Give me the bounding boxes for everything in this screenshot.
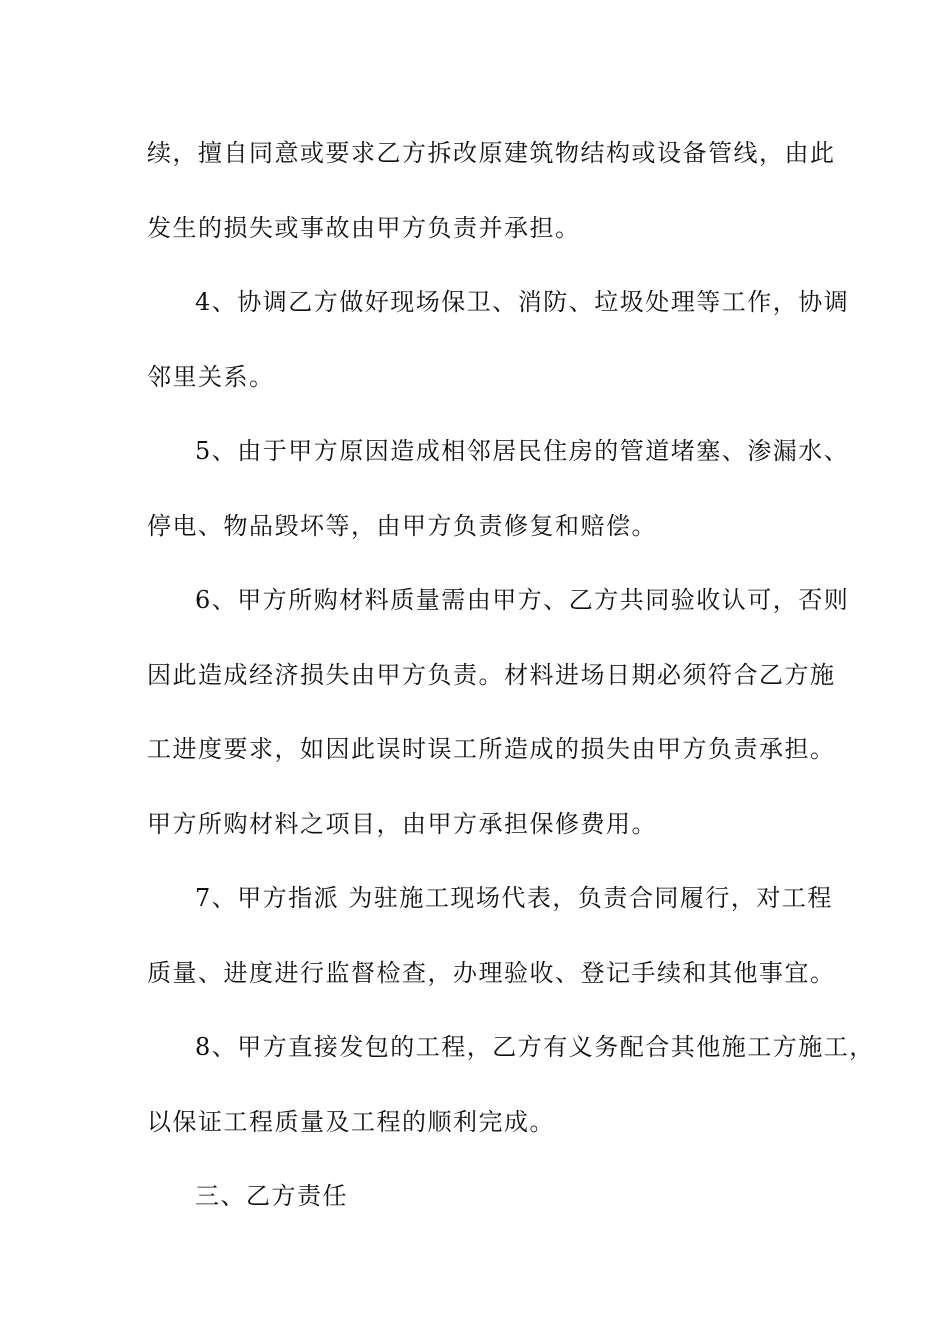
text-line: 甲方所购材料之项目，由甲方承担保修费用。 <box>147 810 657 838</box>
text-line: 发生的损失或事故由甲方负责并承担。 <box>147 214 581 242</box>
text-line: 质量、进度进行监督检查，办理验收、登记手续和其他事宜。 <box>147 959 836 987</box>
paragraph-5-start: 5、由于甲方原因造成相邻居民住房的管道堵塞、渗漏水、 <box>195 437 850 465</box>
paragraph-7-start: 7、甲方指派 为驻施工现场代表，负责合同履行，对工程 <box>195 884 833 912</box>
paragraph-6-start: 6、甲方所购材料质量需由甲方、乙方共同验收认可，否则 <box>195 586 850 614</box>
section-heading: 三、乙方责任 <box>195 1182 348 1210</box>
text-line: 工进度要求，如因此误时误工所造成的损失由甲方负责承担。 <box>147 735 836 763</box>
text-line: 续，擅自同意或要求乙方拆改原建筑物结构或设备管线，由此 <box>147 139 836 167</box>
text-line: 因此造成经济损失由甲方负责。材料进场日期必须符合乙方施 <box>147 661 836 689</box>
paragraph-4-start: 4、协调乙方做好现场保卫、消防、垃圾处理等工作，协调 <box>195 288 850 316</box>
paragraph-8-start: 8、甲方直接发包的工程，乙方有义务配合其他施工方施工， <box>195 1033 875 1061</box>
text-line: 以保证工程质量及工程的顺利完成。 <box>147 1108 555 1136</box>
text-line: 停电、物品毁坏等，由甲方负责修复和赔偿。 <box>147 512 657 540</box>
text-line: 邻里关系。 <box>147 363 275 391</box>
